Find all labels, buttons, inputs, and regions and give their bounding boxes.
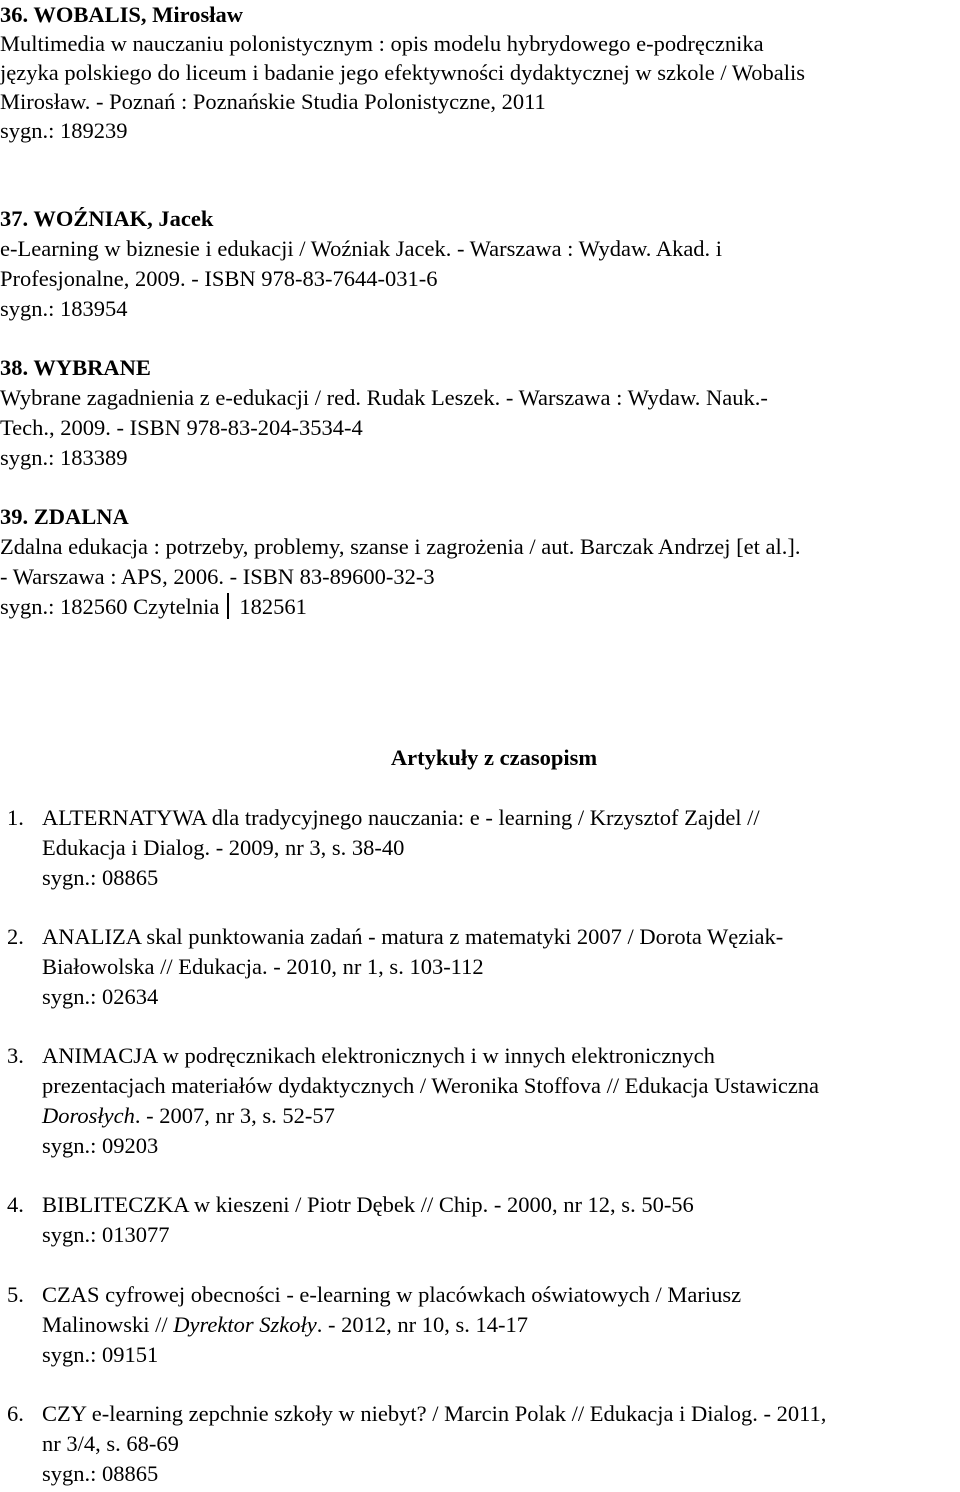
entry-38-heading: 38. WYBRANE [0,355,151,380]
entry-38-signature: sygn.: 183389 [0,445,128,470]
article-6-number: 6. [7,1401,24,1426]
article-3-line-3 [42,1101,335,1131]
article-4-signature: sygn.: 013077 [42,1222,170,1247]
article-3-signature: sygn.: 09203 [42,1133,159,1158]
article-1-number: 1. [7,805,24,830]
section-title: Artykuły z czasopism [390,745,598,770]
article-1-signature: sygn.: 08865 [42,865,159,890]
article-5-number: 5. [7,1282,24,1307]
entry-37-heading: 37. WOŹNIAK, Jacek [0,206,214,231]
entry-37-signature: sygn.: 183954 [0,296,128,321]
entry-36-line-3: Mirosław. - Poznań : Poznańskie Studia Polonistyczne, 2011 [0,89,546,114]
entry-39-signature [0,592,307,622]
article-3-journal-italic: Dorosłych [42,1103,135,1128]
article-3-line-2: prezentacjach materiałów dydaktycznych / Weronika Stoffova // Edukacja Ustawiczna [42,1073,820,1098]
entry-36-line-2: języka polskiego do liceum i badanie jego efektywności dydaktycznej w szkole / Wobalis [0,60,806,85]
entry-37-line-1: e-Learning w biznesie i edukacji / Woźniak Jacek. - Warszawa : Wydaw. Akad. i [0,236,723,261]
article-5-signature: sygn.: 09151 [42,1342,159,1367]
article-2-line-1: ANALIZA skal punktowania zadań - matura z matematyki 2007 / Dorota Węziak- [42,924,784,949]
entry-36-line-1: Multimedia w nauczaniu polonistycznym : opis modelu hybrydowego e-podręcznika [0,31,764,56]
entry-38-line-1: Wybrane zagadnienia z e-edukacji / red. Rudak Leszek. - Warszawa : Wydaw. Nauk.- [0,385,768,410]
entry-39-signature-a: sygn.: 182560 Czytelnia [0,594,220,619]
article-5-line-2-b: . - 2012, nr 10, s. 14-17 [316,1312,528,1337]
article-4-number: 4. [7,1192,24,1217]
entry-39-line-2: - Warszawa : APS, 2006. - ISBN 83-89600-32-3 [0,564,435,589]
entry-38-line-2: Tech., 2009. - ISBN 978-83-204-3534-4 [0,415,363,440]
article-3-line-3-rest: . - 2007, nr 3, s. 52-57 [134,1103,335,1128]
article-4-line-1: BIBLITECZKA w kieszeni / Piotr Dębek // Chip. - 2000, nr 12, s. 50-56 [42,1192,694,1217]
article-3-number: 3. [7,1043,24,1068]
separator-bar [227,593,229,619]
article-2-signature: sygn.: 02634 [42,984,159,1009]
entry-39-line-1: Zdalna edukacja : potrzeby, problemy, szanse i zagrożenia / aut. Barczak Andrzej [et al.]. [0,534,801,559]
article-2-number: 2. [7,924,24,949]
article-5-line-2 [42,1310,528,1340]
article-6-line-1: CZY e-learning zepchnie szkoły w niebyt? / Marcin Polak // Edukacja i Dialog. - 2011, [42,1401,827,1426]
article-6-signature: sygn.: 08865 [42,1461,159,1486]
article-5-line-2-a: Malinowski // [42,1312,174,1337]
entry-39-signature-b: 182561 [239,594,307,619]
entry-39-heading: 39. ZDALNA [0,504,129,529]
article-2-line-2: Białowolska // Edukacja. - 2010, nr 1, s. 103-112 [42,954,484,979]
article-3-line-1: ANIMACJA w podręcznikach elektronicznych i w innych elektronicznych [42,1043,715,1068]
entry-36-signature: sygn.: 189239 [0,118,128,143]
entry-36-heading: 36. WOBALIS, Mirosław [0,2,243,27]
article-6-line-2: nr 3/4, s. 68-69 [42,1431,179,1456]
article-5-line-1: CZAS cyfrowej obecności - e-learning w placówkach oświatowych / Mariusz [42,1282,742,1307]
article-5-journal-italic: Dyrektor Szkoły [173,1312,317,1337]
article-1-line-1: ALTERNATYWA dla tradycyjnego nauczania: e - learning / Krzysztof Zajdel // [42,805,760,830]
entry-37-line-2: Profesjonalne, 2009. - ISBN 978-83-7644-031-6 [0,266,438,291]
article-1-line-2: Edukacja i Dialog. - 2009, nr 3, s. 38-40 [42,835,405,860]
